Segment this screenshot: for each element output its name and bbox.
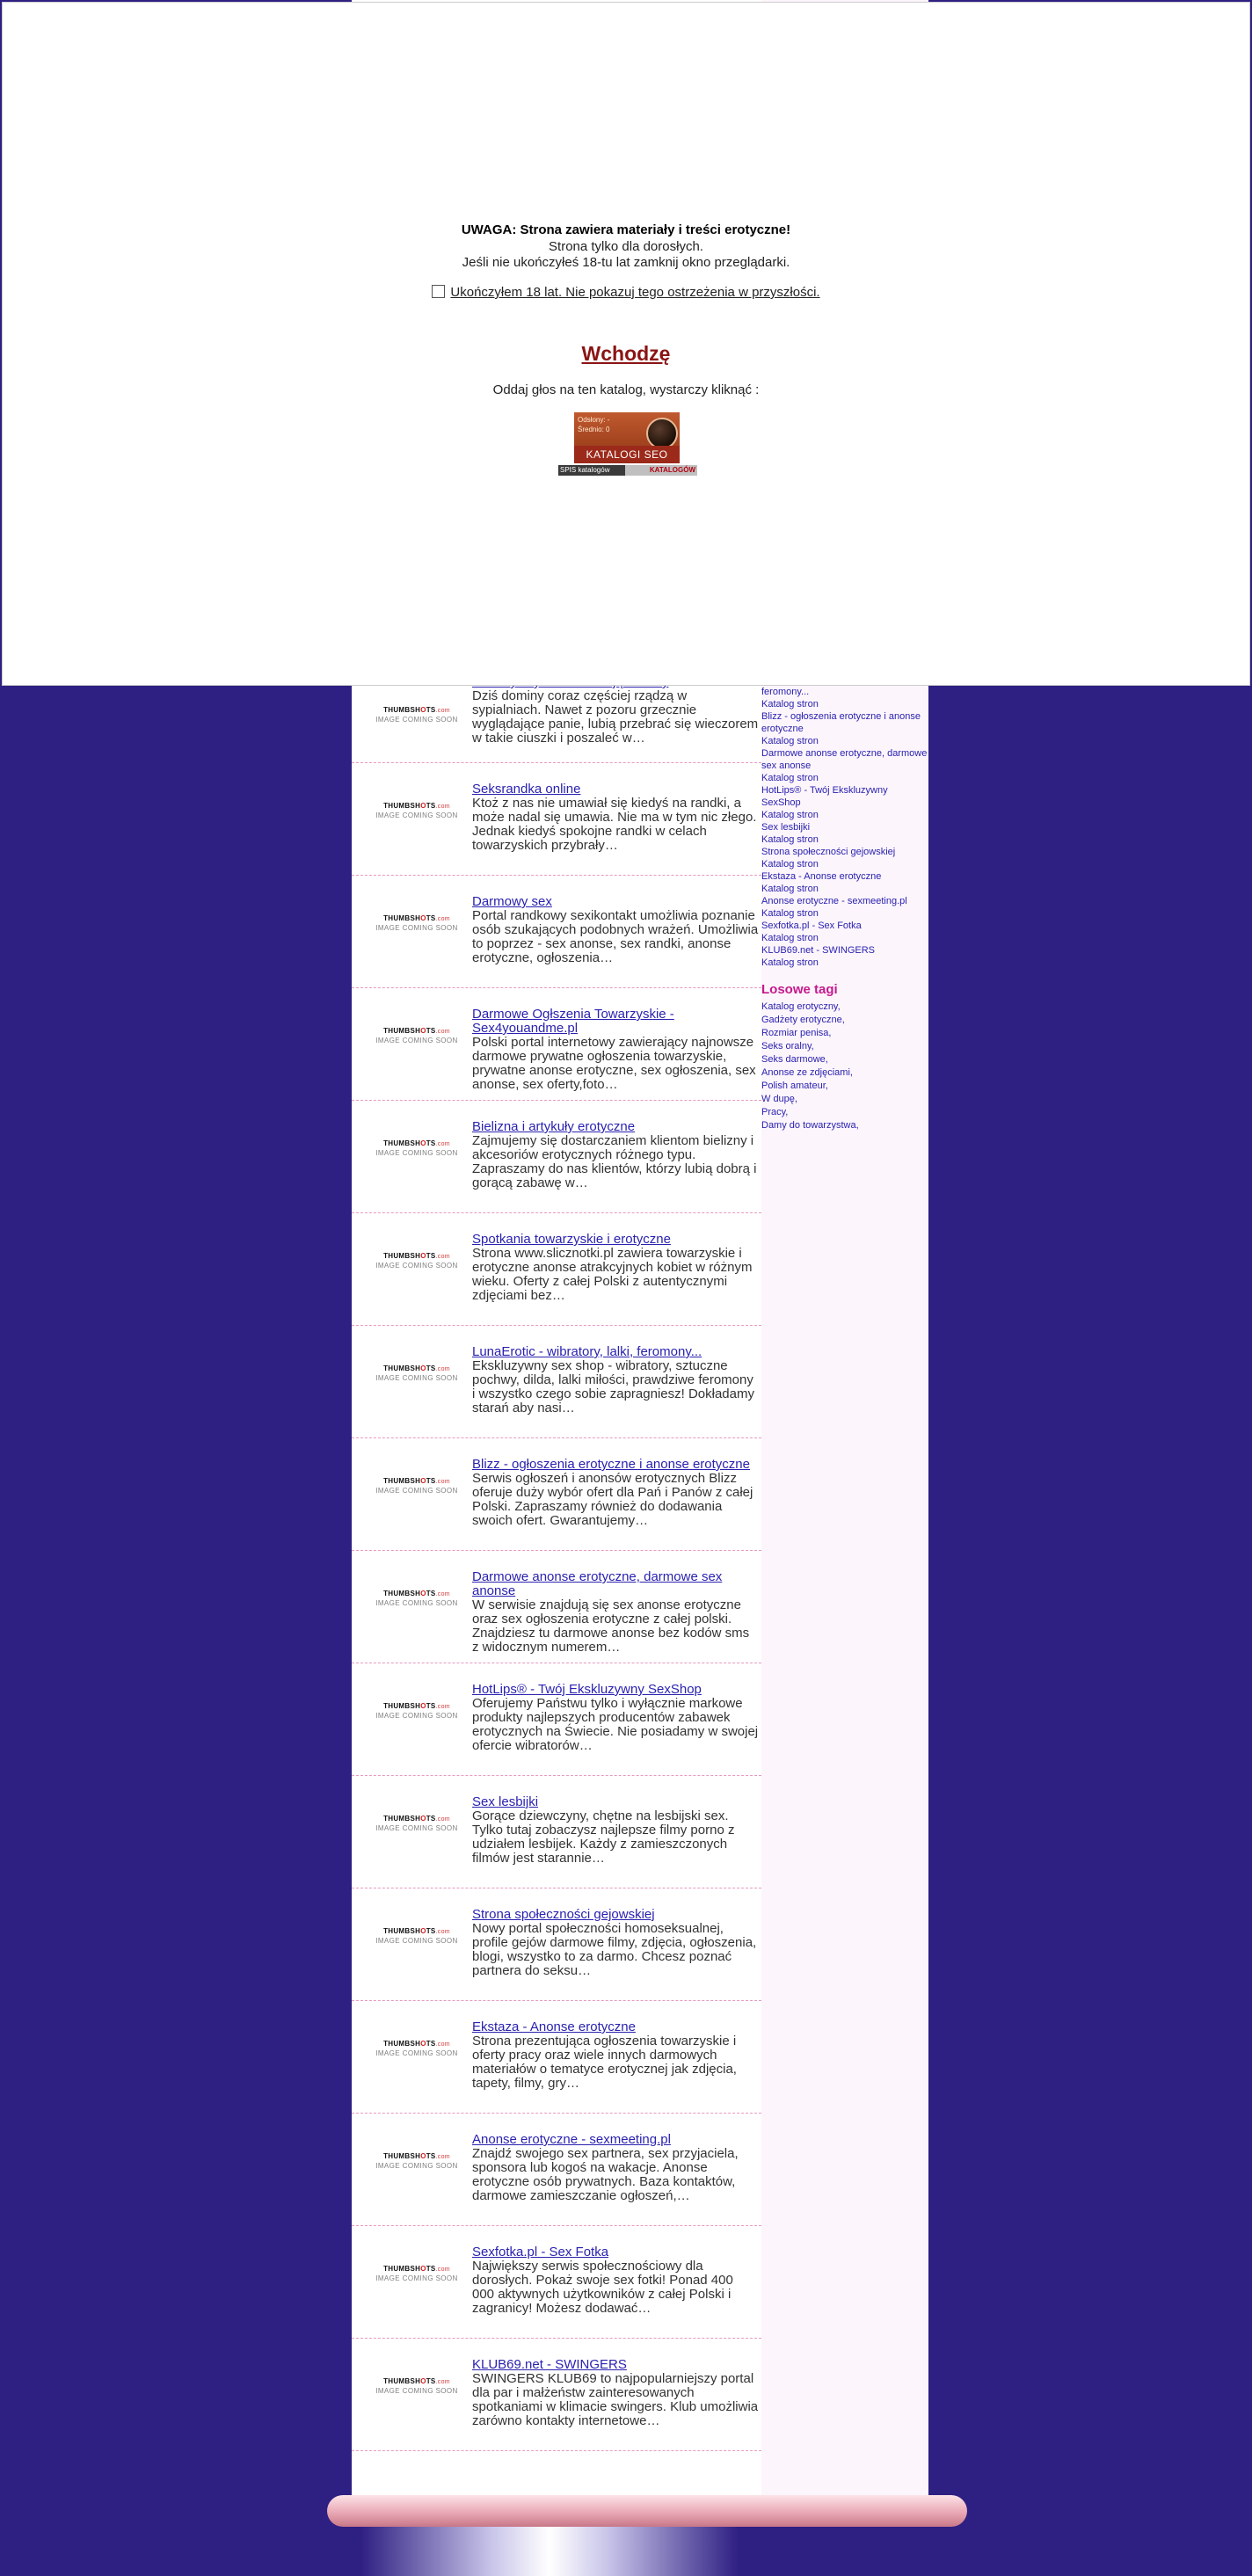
- badge-caption: KATALOGI SEO: [574, 446, 680, 463]
- entry-title[interactable]: Ekstaza - Anonse erotyczne: [472, 2019, 636, 2034]
- tags-heading: Losowe tagi: [761, 982, 838, 997]
- coming-soon-text: IMAGE COMING SOON: [375, 2274, 458, 2282]
- sidebar-category[interactable]: Katalog stron: [761, 908, 819, 919]
- entry-title[interactable]: Sex lesbijki: [472, 1794, 539, 1809]
- sidebar-category[interactable]: Katalog stron: [761, 957, 819, 968]
- coming-soon-text: IMAGE COMING SOON: [375, 924, 458, 932]
- warning-line-1: Strona tylko dla dorosłych.: [549, 239, 703, 254]
- sidebar-links: [761, 686, 928, 969]
- thumbnail[interactable]: [373, 1702, 461, 1737]
- coming-soon-text: IMAGE COMING SOON: [375, 1037, 458, 1044]
- entry-description: Serwis ogłoszeń i anonsów erotycznych Blizz oferuje duży wybór ofert dla Pań i Panów z całej Polski. Zapraszamy również do dodawania swoich ofert. Gwarantujemy…: [472, 1471, 753, 1528]
- thumbshots-logo: THUMBSHOTS.com: [383, 802, 450, 810]
- entry-title[interactable]: Spotkania towarzyskie i erotyczne: [472, 1232, 671, 1247]
- thumbnail[interactable]: [373, 2152, 461, 2187]
- tag-link[interactable]: Anonse ze zdjęciami,: [761, 1067, 853, 1078]
- coming-soon-text: IMAGE COMING SOON: [375, 1487, 458, 1495]
- list-item: [352, 1663, 761, 1776]
- thumbnail[interactable]: [373, 2040, 461, 2075]
- list-item: [352, 2226, 761, 2339]
- age-confirm-checkbox[interactable]: [432, 285, 445, 298]
- entry-title[interactable]: Darmowy sex: [472, 894, 552, 909]
- coming-soon-text: IMAGE COMING SOON: [375, 716, 458, 724]
- sidebar-category[interactable]: Katalog stron: [761, 736, 819, 746]
- entry-title[interactable]: Anonse erotyczne - sexmeeting.pl: [472, 2132, 671, 2147]
- list-item: [352, 1101, 761, 1213]
- coming-soon-text: IMAGE COMING SOON: [375, 2049, 458, 2057]
- sidebar-category[interactable]: Katalog stron: [761, 810, 819, 820]
- entry-description: Polski portal internetowy zawierający najnowsze darmowe prywatne ogłoszenia towarzyskie, prywatne anonse erotyczne, sex ogłoszenia, sex anonse, sex oferty,foto…: [472, 1035, 756, 1092]
- sidebar-link[interactable]: Blizz - ogłoszenia erotyczne i anonse erotyczne: [761, 711, 921, 734]
- sidebar-category[interactable]: Katalog stron: [761, 933, 819, 943]
- coming-soon-text: IMAGE COMING SOON: [375, 1599, 458, 1607]
- thumbshots-logo: THUMBSHOTS.com: [383, 706, 450, 714]
- coming-soon-text: IMAGE COMING SOON: [375, 1262, 458, 1270]
- coming-soon-text: IMAGE COMING SOON: [375, 1937, 458, 1945]
- thumbshots-logo: THUMBSHOTS.com: [383, 1477, 450, 1485]
- age-confirm-row[interactable]: [3, 285, 1249, 300]
- list-item: [352, 876, 761, 988]
- thumbshots-logo: THUMBSHOTS.com: [383, 1590, 450, 1597]
- sidebar-link[interactable]: Sex lesbijki: [761, 822, 811, 833]
- entry-list: [352, 677, 761, 2451]
- footer-glow: [360, 2527, 739, 2576]
- list-item: [352, 2114, 761, 2226]
- coming-soon-text: IMAGE COMING SOON: [375, 1374, 458, 1382]
- list-item: [352, 1326, 761, 1438]
- badge-strip-left: SPIS katalogów: [558, 465, 625, 476]
- tag-link[interactable]: Polish amateur,: [761, 1081, 828, 1091]
- entry-description: Strona prezentująca ogłoszenia towarzyskie i oferty pracy oraz wiele innych darmowych materiałów o tematyce erotycznej jak zdjęcia, tapety, filmy, gry…: [472, 2034, 737, 2091]
- badge-strip-right: KATALOGÓW: [625, 465, 697, 476]
- list-item: [352, 1776, 761, 1888]
- tag-link[interactable]: Seks oralny,: [761, 1041, 814, 1052]
- entry-description: Dziś dominy coraz częściej rządzą w sypialniach. Nawet z pozoru grzecznie wyglądające panie, lubią przebrać się wieczorem w takie ciuszki i poszaleć w…: [472, 688, 759, 746]
- thumbshots-logo: THUMBSHOTS.com: [383, 914, 450, 922]
- entry-title[interactable]: HotLips® - Twój Ekskluzywny SexShop: [472, 1682, 702, 1697]
- tag-link[interactable]: Damy do towarzystwa,: [761, 1120, 859, 1131]
- coming-soon-text: IMAGE COMING SOON: [375, 1824, 458, 1832]
- thumbnail[interactable]: [373, 1815, 461, 1850]
- sidebar-category[interactable]: Katalog stron: [761, 699, 819, 709]
- thumbnail[interactable]: [373, 1364, 461, 1400]
- sidebar-link[interactable]: feromony...: [761, 687, 810, 697]
- entry-title[interactable]: Darmowe anonse erotyczne, darmowe sex anonse: [472, 1569, 723, 1598]
- vote-text: Oddaj głos na ten katalog, wystarczy kliknąć :: [492, 382, 760, 397]
- tag-link[interactable]: Rozmiar penisa,: [761, 1028, 832, 1038]
- sidebar-category[interactable]: Katalog stron: [761, 773, 819, 783]
- entry-partial: [352, 677, 761, 763]
- tag-link[interactable]: Pracy,: [761, 1107, 789, 1117]
- thumbnail[interactable]: [373, 2265, 461, 2300]
- thumbnail[interactable]: [373, 914, 461, 950]
- entry-title[interactable]: KLUB69.net - SWINGERS: [472, 2357, 627, 2372]
- list-item: [352, 2001, 761, 2114]
- entry-description: Zajmujemy się dostarczaniem klientom bielizny i akcesoriów erotycznych różnego typu. Zapraszamy do nas klientów, którzy lubią dobrą i gorącą zabawę w…: [472, 1133, 757, 1190]
- coming-soon-text: IMAGE COMING SOON: [375, 811, 458, 819]
- thumbshots-logo: THUMBSHOTS.com: [383, 1927, 450, 1935]
- thumbnail[interactable]: [373, 1139, 461, 1175]
- entry-description: Ktoż z nas nie umawiał się kiedyś na randki, a może nadal się umawia. Nie ma w tym nic złego. Jednak kiedyś spokojne randki w celach towarzyskich przybrały…: [472, 796, 757, 853]
- warning-title: UWAGA: Strona zawiera materiały i treści erotyczne!: [461, 222, 791, 237]
- sidebar-link[interactable]: HotLips® - Twój Ekskluzywny SexShop: [761, 785, 888, 808]
- coming-soon-text: IMAGE COMING SOON: [375, 1149, 458, 1157]
- entry-description: W serwisie znajdują się sex anonse erotyczne oraz sex ogłoszenia erotyczne z całej polski. Znajdziesz tu darmowe anonse bez kodów sms z widocznym numerem…: [472, 1597, 750, 1655]
- thumbnail[interactable]: [373, 802, 461, 837]
- sidebar-link[interactable]: KLUB69.net - SWINGERS: [761, 945, 875, 956]
- sidebar-link[interactable]: Strona społeczności gejowskiej: [761, 847, 896, 857]
- thumbshots-logo: THUMBSHOTS.com: [383, 1702, 450, 1710]
- sidebar-category[interactable]: Katalog stron: [761, 884, 819, 894]
- list-item: [352, 2339, 761, 2451]
- entry-description: Gorące dziewczyny, chętne na lesbijski sex. Tylko tutaj zobaczysz najlepsze filmy porno z udziałem lesbijek. Każdy z zamieszczonych filmów jest starannie…: [472, 1808, 735, 1866]
- sidebar-link[interactable]: Darmowe anonse erotyczne, darmowe sex anonse: [761, 748, 928, 771]
- entry-description: SWINGERS KLUB69 to najpopularniejszy portal dla par i małżeństw zainteresowanych spotkaniami w klimacie swingers. Klub umożliwia zarówno kontakty internetowe…: [472, 2371, 759, 2428]
- sidebar-category[interactable]: Katalog stron: [761, 859, 819, 870]
- thumbshots-logo: THUMBSHOTS.com: [383, 1815, 450, 1823]
- list-item: [352, 1551, 761, 1663]
- entry-description: Strona www.slicznotki.pl zawiera towarzyskie i erotyczne anonse atrakcyjnych kobiet w różnym wieku. Oferty z całej Polski z autentycznymi zdjęciami bez…: [472, 1246, 753, 1303]
- random-tags: [761, 1001, 928, 1132]
- entry-description: Największy serwis społecznościowy dla dorosłych. Pokaż swoje sex fotki! Ponad 400 000 aktywnych użytkowników z całej Polski i zagranicy! Możesz dodawać…: [472, 2259, 733, 2316]
- list-item: [352, 763, 761, 876]
- enter-link[interactable]: Wchodzę: [581, 342, 671, 365]
- footer-bar: [327, 2495, 967, 2527]
- warning-line-2: Jeśli nie ukończyłeś 18-tu lat zamknij okno przeglądarki.: [462, 255, 790, 270]
- tag-link[interactable]: Seks darmowe,: [761, 1054, 828, 1065]
- list-item: [352, 1213, 761, 1326]
- list-item: [352, 988, 761, 1101]
- thumbshots-logo: THUMBSHOTS.com: [383, 2377, 450, 2385]
- entry-title[interactable]: Blizz - ogłoszenia erotyczne i anonse erotyczne: [472, 1457, 750, 1472]
- entry-title[interactable]: Bielizna i artykuły erotyczne: [472, 1119, 636, 1134]
- entry-description: Znajdź swojego sex partnera, sex przyjaciela, sponsora lub kogoś na wakacje. Anonse erotyczne osób prywatnych. Baza kontaktów, darmowe zamieszczanie ogłoszeń,…: [472, 2146, 739, 2203]
- entry-description: Oferujemy Państwu tylko i wyłącznie markowe produkty najlepszych producentów zabawek erotycznych na Świecie. Nie posiadamy w swojej ofercie wibratorów…: [472, 1696, 759, 1753]
- tag-link[interactable]: W dupę,: [761, 1094, 797, 1104]
- list-item: [352, 1438, 761, 1551]
- katalogi-seo-badge[interactable]: [560, 412, 695, 481]
- thumbnail[interactable]: [373, 1027, 461, 1062]
- entry-title[interactable]: Strona społeczności gejowskiej: [472, 1907, 655, 1922]
- tag-link[interactable]: Gadżety erotyczne,: [761, 1015, 845, 1025]
- thumbshots-logo: THUMBSHOTS.com: [383, 1027, 450, 1035]
- sidebar-category[interactable]: Katalog stron: [761, 834, 819, 845]
- badge-votes: Odsłony: -: [578, 416, 610, 424]
- coming-soon-text: IMAGE COMING SOON: [375, 1712, 458, 1720]
- badge-orb-icon: [646, 418, 678, 449]
- age-confirm-label[interactable]: Ukończyłem 18 lat. Nie pokazuj tego ostrzeżenia w przyszłości.: [450, 285, 820, 300]
- thumbshots-logo: THUMBSHOTS.com: [383, 1139, 450, 1147]
- thumbshots-logo: THUMBSHOTS.com: [383, 2040, 450, 2048]
- thumbnail[interactable]: [373, 2377, 461, 2412]
- thumbshots-logo: THUMBSHOTS.com: [383, 1364, 450, 1372]
- entry-description: Nowy portal społeczności homoseksualnej, profile gejów darmowe filmy, zdjęcia, ogłoszenia, blogi, wszystko to za darmo. Chcesz poznać partnera do seksu…: [472, 1921, 757, 1978]
- list-item: [352, 1888, 761, 2001]
- thumbshots-logo: THUMBSHOTS.com: [383, 1252, 450, 1260]
- thumbnail[interactable]: [373, 1590, 461, 1625]
- entry-title[interactable]: Sexfotka.pl - Sex Fotka: [472, 2245, 609, 2259]
- thumbnail[interactable]: [373, 1477, 461, 1512]
- thumbnail[interactable]: [373, 1252, 461, 1287]
- sidebar-link[interactable]: Sexfotka.pl - Sex Fotka: [761, 921, 862, 931]
- age-warning-overlay: [2, 2, 1250, 686]
- thumbshots-logo: THUMBSHOTS.com: [383, 2152, 450, 2160]
- coming-soon-text: IMAGE COMING SOON: [375, 2387, 458, 2395]
- thumbnail[interactable]: [373, 706, 461, 741]
- thumbnail[interactable]: [373, 1927, 461, 1962]
- sidebar-link[interactable]: Ekstaza - Anonse erotyczne: [761, 871, 882, 882]
- sidebar-link[interactable]: Anonse erotyczne - sexmeeting.pl: [761, 896, 907, 906]
- entry-title[interactable]: Seksrandka online: [472, 782, 581, 797]
- entry-title[interactable]: LunaErotic - wibratory, lalki, feromony...: [472, 1344, 702, 1359]
- entry-description: Ekskluzywny sex shop - wibratory, sztuczne pochwy, dilda, lalki miłości, prawdziwe feromony i wszystko czego sobie zapragniesz! Dokładamy starań aby nasi…: [472, 1358, 754, 1415]
- thumbshots-logo: THUMBSHOTS.com: [383, 2265, 450, 2273]
- tag-link[interactable]: Katalog erotyczny,: [761, 1001, 841, 1012]
- badge-average: Średnio: 0: [578, 426, 610, 433]
- coming-soon-text: IMAGE COMING SOON: [375, 2162, 458, 2170]
- entry-description: Portal randkowy sexikontakt umożliwia poznanie osób szukających podobnych wrażeń. Umożliwia to poprzez - sex anonse, sex randki, anonse erotyczne, ogłoszenia…: [472, 908, 759, 965]
- entry-title[interactable]: Darmowe Ogłszenia Towarzyskie - Sex4youandme.pl: [472, 1007, 674, 1036]
